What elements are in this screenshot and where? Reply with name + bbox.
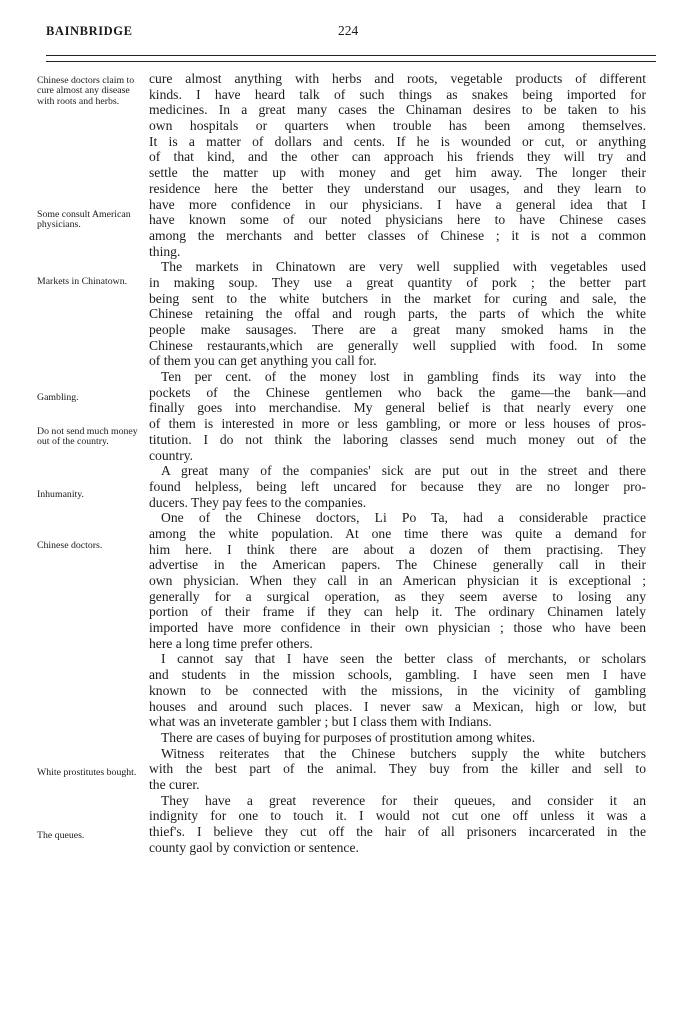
- text-line: among the white population. At one time there was quite a demand for: [149, 525, 646, 541]
- text-line: portion of their frame if they can help it. The ordinary Chinamen lately: [149, 604, 646, 620]
- text-line: of that kind, and the other can approach his friends they will try and: [149, 149, 646, 165]
- paragraph: [149, 510, 646, 651]
- running-title: BAINBRIDGE: [46, 24, 133, 38]
- text-line: what was an inveterate gambler ; but I class them with Indians.: [149, 714, 492, 730]
- text-line: There are cases of buying for purposes of prostitution among whites.: [161, 729, 536, 745]
- text-line: being sent to the white butchers in the market for curing and sale, the: [149, 290, 646, 306]
- text-line: titution. I do not think the laboring classes send much money out of the: [149, 431, 646, 447]
- paragraph: [149, 463, 646, 510]
- text-line: Chinese retaining the offal and rough parts, the parts of which the white: [149, 306, 646, 322]
- text-line: of them is interested in more or less gambling, or more or less houses of pros-: [149, 416, 646, 432]
- text-line: him here. I think there are about a dozen of them practising. They: [149, 541, 646, 557]
- text-line: imported have more confidence in their own physician ; those who have been: [149, 620, 646, 636]
- side-note-gambling: Gambling.: [37, 392, 79, 403]
- text-line: houses and around such places. I never saw a Mexican, high or low, but: [149, 698, 646, 714]
- text-line: I cannot say that I have seen the better class of merchants, or scholars: [161, 651, 646, 667]
- text-line: generally for a surgical operation, as they seem averse to losing any: [149, 588, 646, 604]
- side-note-chinese-doctors-cure: Chinese doctors claim to cure almost any disease with roots and herbs.: [37, 75, 135, 107]
- paragraph: [149, 746, 646, 793]
- header-rule-thick: [46, 61, 656, 62]
- side-note-inhumanity: Inhumanity.: [37, 489, 84, 500]
- text-line: in making soup. They use a great quantity of pork ; the better part: [149, 274, 646, 290]
- text-line: A great many of the companies' sick are put out in the street and there: [161, 463, 646, 479]
- text-line: the curer.: [149, 776, 200, 792]
- text-line: thing.: [149, 243, 181, 259]
- text-line: of them you can get anything you call for.: [149, 353, 377, 369]
- text-line: finally goes into merchandise. My general belief is that nearly every one: [149, 400, 646, 416]
- text-line: indignity for one to touch it. I would not cut one off unless it was a: [149, 808, 646, 824]
- text-line: and students in the mission schools, gambling. I have seen men I have: [149, 667, 646, 683]
- header-rule-thin: [46, 55, 656, 56]
- text-line: kinds. I have heard talk of such things as snakes being imported for: [149, 86, 646, 102]
- side-note-white-prostitutes: White prostitutes bought.: [37, 767, 137, 778]
- side-note-consult-american: Some consult American physicians.: [37, 209, 131, 231]
- text-line: here a long time prefer others.: [149, 635, 313, 651]
- side-note-markets: Markets in Chinatown.: [37, 276, 128, 287]
- text-line: The markets in Chinatown are very well supplied with vegetables used: [161, 259, 646, 275]
- side-note-chinese-doctors: Chinese doctors.: [37, 540, 103, 551]
- text-line: cure almost anything with herbs and roots, vegetable products of different: [149, 71, 646, 86]
- text-line: Ten per cent. of the money lost in gambling finds its way into the: [161, 369, 646, 385]
- paragraph: [149, 369, 646, 463]
- text-line: people make sausages. There are a great many smoked hams in the: [149, 322, 646, 337]
- text-line: pockets of the Chinese gentlemen who back the game—the bank—and: [149, 384, 646, 400]
- text-line: county gaol by conviction or sentence.: [149, 839, 359, 855]
- text-line: Chinese restaurants,which are generally well supplied with food. In some: [149, 337, 646, 353]
- text-line: among the merchants and better classes of Chinese ; it is not a common: [149, 227, 646, 243]
- text-line: medicines. In a great many cases the Chinaman desires to be taken to his: [149, 102, 646, 118]
- text-line: settle the matter up with money and get him away. The longer their: [149, 165, 646, 181]
- text-line: Witness reiterates that the Chinese butchers supply the white butchers: [161, 745, 646, 761]
- body-text: [149, 71, 646, 855]
- paragraph: [149, 730, 646, 746]
- text-line: have known some of our noted physicians here to have Chinese cases: [149, 212, 646, 228]
- text-line: with the best part of the animal. They buy from the killer and sell to: [149, 761, 646, 777]
- side-note-money-out: Do not send much money out of the country.: [37, 426, 138, 448]
- paragraph: [149, 651, 646, 729]
- running-head: [46, 24, 656, 44]
- paragraph: [149, 259, 646, 369]
- text-line: found helpless, being left uncared for because they are no longer pro-: [149, 478, 646, 494]
- text-line: own physician. When they call in an American physician it is exceptional ;: [149, 573, 646, 588]
- text-line: advertise in the American papers. The Chinese generally call in their: [149, 557, 646, 573]
- paragraph: [149, 71, 646, 259]
- text-line: own hospitals or quarters when trouble has been among themselves.: [149, 118, 646, 134]
- text-line: known to be connected with the missions, in the vicinity of gambling: [149, 682, 646, 698]
- text-line: residence here the better they understand our usages, and they learn to: [149, 180, 646, 196]
- side-note-queues: The queues.: [37, 830, 85, 841]
- text-line: thief's. I believe they cut off the hair of all prisoners incarcerated in the: [149, 824, 646, 839]
- text-line: ducers. They pay fees to the companies.: [149, 494, 367, 510]
- page-number: 224: [338, 23, 359, 38]
- text-line: One of the Chinese doctors, Li Po Ta, had a considerable practice: [161, 510, 646, 526]
- text-line: country.: [149, 447, 194, 463]
- text-line: have more confidence in our physicians. I have a general idea that I: [149, 196, 646, 212]
- text-line: They have a great reverence for their queues, and consider it an: [161, 792, 646, 808]
- text-line: It is a matter of dollars and cents. If he is wounded or cut, or anything: [149, 133, 646, 149]
- paragraph: [149, 793, 646, 856]
